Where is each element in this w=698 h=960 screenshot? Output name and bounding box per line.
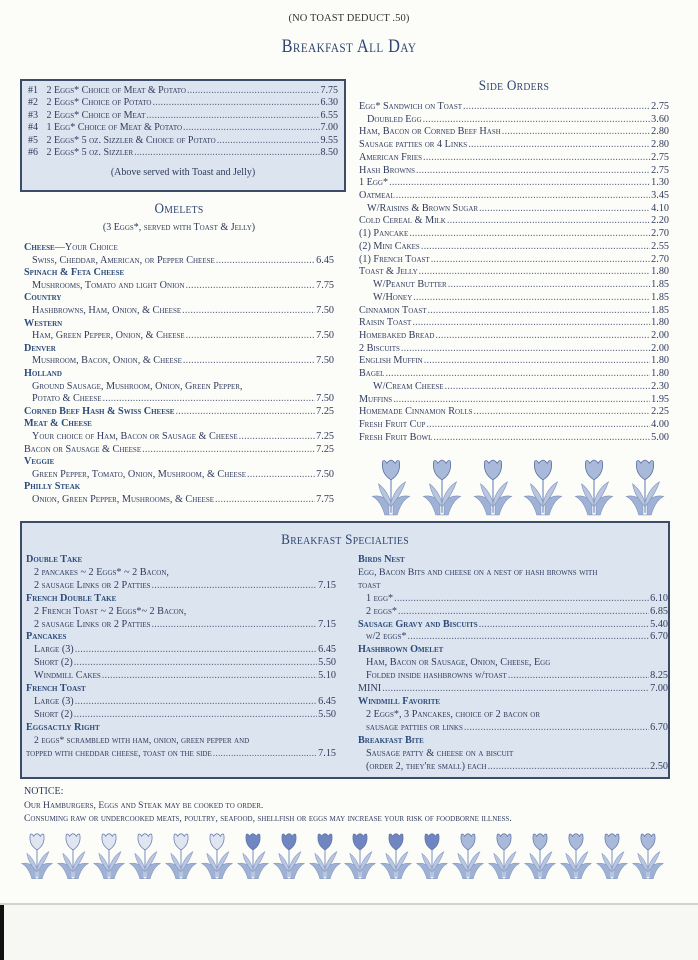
omelet-name: Western <box>24 317 63 329</box>
tulip-icon <box>571 455 617 517</box>
side-order-row: Ham, Bacon or Corned Beef Hash ..... 2.80 <box>359 126 669 139</box>
tulip-icon <box>451 827 485 885</box>
price: 2.00 <box>651 342 669 354</box>
price: 6.30 <box>320 97 338 109</box>
tulip-icon <box>559 827 593 885</box>
tulip-icon <box>415 827 449 883</box>
omelets-subtitle: (3 Eggs*, served with Toast & Jelly) <box>102 222 256 233</box>
omelet-desc: Mushrooms, Tomato and light Onion ..... 7.75 <box>24 280 334 293</box>
tulip-icon <box>631 827 665 883</box>
price: 3.60 <box>651 113 669 125</box>
price: 1.80 <box>651 317 669 329</box>
omelet-desc: Mushroom, Bacon, Onion, & Cheese ..... 7.50 <box>24 355 334 368</box>
omelet-name: Philly Steak <box>24 481 81 493</box>
tulip-icon <box>368 455 414 517</box>
tulip-icon <box>20 827 54 883</box>
tulip-icon <box>92 827 126 883</box>
side-order-row: Muffins ..... 1.95 <box>359 394 669 407</box>
side-order-row: Homebaked Bread ..... 2.00 <box>359 330 669 343</box>
tulip-icon <box>622 455 668 517</box>
tulip-icon <box>523 827 557 883</box>
omelet-desc: Swiss, Cheddar, American, or Pepper Cheese ..... 6.45 <box>24 255 334 268</box>
price: 2.55 <box>651 240 669 252</box>
tulip-icon <box>415 827 449 885</box>
price: 1.85 <box>651 279 669 291</box>
price: 2.80 <box>651 139 669 151</box>
side-order-row: 2 Biscuits ..... 2.00 <box>359 343 669 356</box>
side-order-row: Raisin Toast ..... 1.80 <box>359 317 669 330</box>
price: 1.85 <box>651 304 669 316</box>
omelet-name: Spinach & Feta Cheese <box>24 267 125 279</box>
tulip-icon <box>308 827 342 885</box>
price: 7.75 <box>320 85 338 96</box>
side-order-row: (1) Pancake ..... 2.70 <box>359 228 669 241</box>
page-title: Breakfast All Day <box>281 36 417 57</box>
tulip-icon <box>56 827 90 885</box>
combo-row: #5 2 Eggs* 5 oz. Sizzler & Choice of Potato ..... 9.55 <box>28 135 338 147</box>
price: 2.75 <box>651 101 669 112</box>
side-order-row: American Fries ..... 2.75 <box>359 152 669 165</box>
tulip-icon <box>343 827 377 883</box>
notice-heading: NOTICE: <box>24 786 64 797</box>
tulip-icon <box>419 455 465 517</box>
price: 4.00 <box>651 418 669 430</box>
tulip-icon <box>308 827 342 883</box>
omelet-desc: Green Pepper, Tomato, Onion, Mushroom, & Cheese ..... 7.50 <box>24 469 334 482</box>
tulip-icon <box>200 827 234 885</box>
price: 2.75 <box>651 164 669 176</box>
notice-line: Our Hamburgers, Eggs and Steak may be cooked to order. <box>24 799 264 811</box>
tulip-icon <box>559 827 593 883</box>
price: 2.00 <box>651 329 669 341</box>
tulip-icon <box>631 827 665 885</box>
scan-background <box>0 903 698 960</box>
tulip-icon <box>236 827 270 885</box>
side-order-row: Doubled Egg ..... 3.60 <box>359 114 669 127</box>
combo-row: #1 2 Eggs* Choice of Meat & Potato ..... 7.75 <box>28 85 338 97</box>
tulip-icon <box>470 455 516 517</box>
omelet-desc: Your choice of Ham, Bacon or Sausage & Cheese ..... 7.25 <box>24 431 334 444</box>
egg-combos-box <box>20 79 346 192</box>
side-order-row: (2) Mini Cakes ..... 2.55 <box>359 241 669 254</box>
omelet-name: Denver <box>24 342 56 354</box>
price: 2.80 <box>651 126 669 138</box>
specialty-name: Double Take <box>26 554 83 565</box>
specialty-name: Breakfast Bite <box>358 734 424 746</box>
price: 2.20 <box>651 215 669 227</box>
tulip-icon <box>379 827 413 883</box>
tulip-icon <box>236 827 270 883</box>
tulip-icon <box>487 827 521 885</box>
omelet-desc: Onion, Green Pepper, Mushrooms, & Cheese ..... 7.75 <box>24 494 334 507</box>
omelet-row: Corned Beef Hash & Swiss Cheese ..... 7.25 <box>24 406 334 419</box>
food-safety-notice <box>24 785 674 826</box>
notice-line: Consuming raw or undercooked meats, poultry, seafood, shellfish or eggs may increase your risk of foodborne illness. <box>24 813 512 824</box>
omelets-section <box>24 201 334 506</box>
tulip-icon <box>520 455 566 517</box>
specialty-name: Eggsactly Right <box>26 721 100 733</box>
side-order-row: Hash Browns ..... 2.75 <box>359 165 669 178</box>
specialties-title: Breakfast Specialties <box>281 532 409 548</box>
side-orders-list <box>359 101 669 444</box>
tulip-icon <box>128 827 162 885</box>
specialties-left-column: Double Take 2 pancakes ~ 2 Eggs* ~ 2 Bacon, 2 sausage Links or 2 Patties ..... 7.15 French Double Take 2 French Toast ~ 2 Eggs*~ 2 Bacon, 2 sausage Links or 2 Patties ..... 7.15 Pancakes Large (3) ..... 6.45 Short (2) ..... 5.50 Windmill Cakes ..... 5.10 French Toast Large (3) ..... 6.45 Short (2) ..... 5.50 Eggsactly Right 2 eggs* scrambled with ham, onion, green pepper and topped with cheddar cheese, toast on the side ..... 7.15 <box>26 554 336 761</box>
side-order-row: English Muffin ..... 1.80 <box>359 355 669 368</box>
combo-note: (Above served with Toast and Jelly) <box>110 167 256 179</box>
price: 2.70 <box>651 228 669 240</box>
price: 2.30 <box>651 380 669 392</box>
tulip-icon <box>487 827 521 883</box>
omelet-name: Country <box>24 292 62 304</box>
omelet-name: Meat & Cheese <box>24 418 92 430</box>
tulip-decoration-bottom <box>20 827 665 885</box>
price: 7.00 <box>320 122 338 134</box>
price: 1.80 <box>651 355 669 367</box>
tulip-icon <box>571 455 617 517</box>
specialty-name: Hashbrown Omelet <box>358 644 444 656</box>
price: 9.55 <box>320 134 338 146</box>
tulip-decoration-right <box>368 455 668 517</box>
tulip-icon <box>622 455 668 517</box>
side-orders-section <box>359 78 669 444</box>
price: 6.55 <box>320 109 338 121</box>
specialties-right-column: Birds Nest Egg, Bacon Bits and cheese on a nest of hash browns with toast 1 egg* ..... 6.10 2 eggs* ..... 6.85 Sausage Gravy and Biscuits ..... 5.40 w/2 eggs* ..... 6.70 Hashbrown Omelet Ham, Bacon or Sausage, Onion, Cheese, Egg Folded inside hashbrowns w/toast ..... 8.25 MINI ..... 7.00 Windmill Favorite 2 Eggs*, 3 Pancakes, choice of 2 bacon or sausage patties or links ..... 6.70 Breakfast Bite Sausage patty & cheese on a biscuit (order 2, they're small) each ..... 2.50 <box>358 554 668 773</box>
tulip-icon <box>56 827 90 883</box>
tulip-icon <box>343 827 377 885</box>
omelet-desc: Ground Sausage, Mushroom, Onion, Green Pepper, <box>32 380 243 392</box>
tulip-icon <box>164 827 198 885</box>
tulip-icon <box>368 455 414 517</box>
price: 1.30 <box>651 177 669 189</box>
side-order-row: W/Honey ..... 1.85 <box>359 292 669 305</box>
side-order-row: Cold Cereal & Milk ..... 2.20 <box>359 215 669 228</box>
tulip-icon <box>200 827 234 883</box>
combo-row: #3 2 Eggs* Choice of Meat ..... 6.55 <box>28 110 338 122</box>
tulip-icon <box>128 827 162 883</box>
tulip-icon <box>164 827 198 883</box>
tulip-icon <box>470 455 516 517</box>
side-order-row: Sausage patties or 4 Links ..... 2.80 <box>359 139 669 152</box>
combo-row: #2 2 Eggs* Choice of Potato ..... 6.30 <box>28 97 338 109</box>
specialty-name: French Toast <box>26 683 86 695</box>
tulip-icon <box>419 455 465 517</box>
no-toast-note: (NO TOAST DEDUCT .50) <box>288 13 410 24</box>
combo-row: #4 1 Egg* Choice of Meat & Potato ..... 7.00 <box>28 122 338 134</box>
specialty-name: Pancakes <box>26 631 67 643</box>
tulip-icon <box>272 827 306 885</box>
price: 1.95 <box>651 393 669 405</box>
side-order-row: Fresh Fruit Cup ..... 4.00 <box>359 419 669 432</box>
side-order-row: Egg* Sandwich on Toast ..... 2.75 <box>359 101 669 114</box>
side-order-row: Fresh Fruit Bowl ..... 5.00 <box>359 432 669 445</box>
tulip-icon <box>379 827 413 885</box>
side-order-row: W/Cream Cheese ..... 2.30 <box>359 381 669 394</box>
price: 1.80 <box>651 266 669 278</box>
tulip-icon <box>451 827 485 883</box>
specialty-name: Birds Nest <box>358 554 405 565</box>
breakfast-specialties-box <box>20 521 670 779</box>
side-order-row: Homemade Cinnamon Rolls ..... 2.25 <box>359 406 669 419</box>
tulip-icon <box>272 827 306 883</box>
side-order-row: Cinnamon Toast ..... 1.85 <box>359 305 669 318</box>
tulip-icon <box>595 827 629 883</box>
specialty-name: Windmill Favorite <box>358 695 441 707</box>
omelets-title: Omelets <box>154 201 204 217</box>
tulip-icon <box>595 827 629 885</box>
side-order-row: (1) French Toast ..... 2.70 <box>359 254 669 267</box>
omelet-name: Veggie <box>24 456 55 468</box>
price: 1.80 <box>651 368 669 380</box>
price: 5.00 <box>651 431 669 443</box>
price: 2.25 <box>651 406 669 418</box>
omelet-desc: Hashbrowns, Ham, Onion, & Cheese ..... 7.50 <box>24 305 334 318</box>
omelet-name: Holland <box>24 367 62 379</box>
tulip-icon <box>92 827 126 885</box>
price: 4.10 <box>651 202 669 214</box>
side-orders-title: Side Orders <box>478 78 550 94</box>
side-order-row: Bagel ..... 1.80 <box>359 368 669 381</box>
side-order-row: Oatmeal ..... 3.45 <box>359 190 669 203</box>
side-order-row: Toast & Jelly ..... 1.80 <box>359 266 669 279</box>
omelet-desc: Ham, Green Pepper, Onion, & Cheese ..... 7.50 <box>24 330 334 343</box>
side-order-row: W/Raisins & Brown Sugar ..... 4.10 <box>359 203 669 216</box>
price: 2.70 <box>651 253 669 265</box>
side-order-row: W/Peanut Butter ..... 1.85 <box>359 279 669 292</box>
tulip-icon <box>20 827 54 885</box>
omelet-desc: Potato & Cheese ..... 7.50 <box>24 393 334 406</box>
price: 3.45 <box>651 190 669 202</box>
tulip-icon <box>520 455 566 517</box>
price: 1.85 <box>651 291 669 303</box>
omelet-name: Cheese—Your Choice <box>24 242 118 253</box>
price: 2.75 <box>651 151 669 163</box>
omelet-row: Bacon or Sausage & Cheese ..... 7.25 <box>24 444 334 457</box>
price: 8.50 <box>320 147 338 159</box>
tulip-icon <box>523 827 557 885</box>
side-order-row: 1 Egg* ..... 1.30 <box>359 177 669 190</box>
specialty-name: French Double Take <box>26 592 117 604</box>
combo-row: #6 2 Eggs* 5 oz. Sizzler ..... 8.50 <box>28 147 338 159</box>
